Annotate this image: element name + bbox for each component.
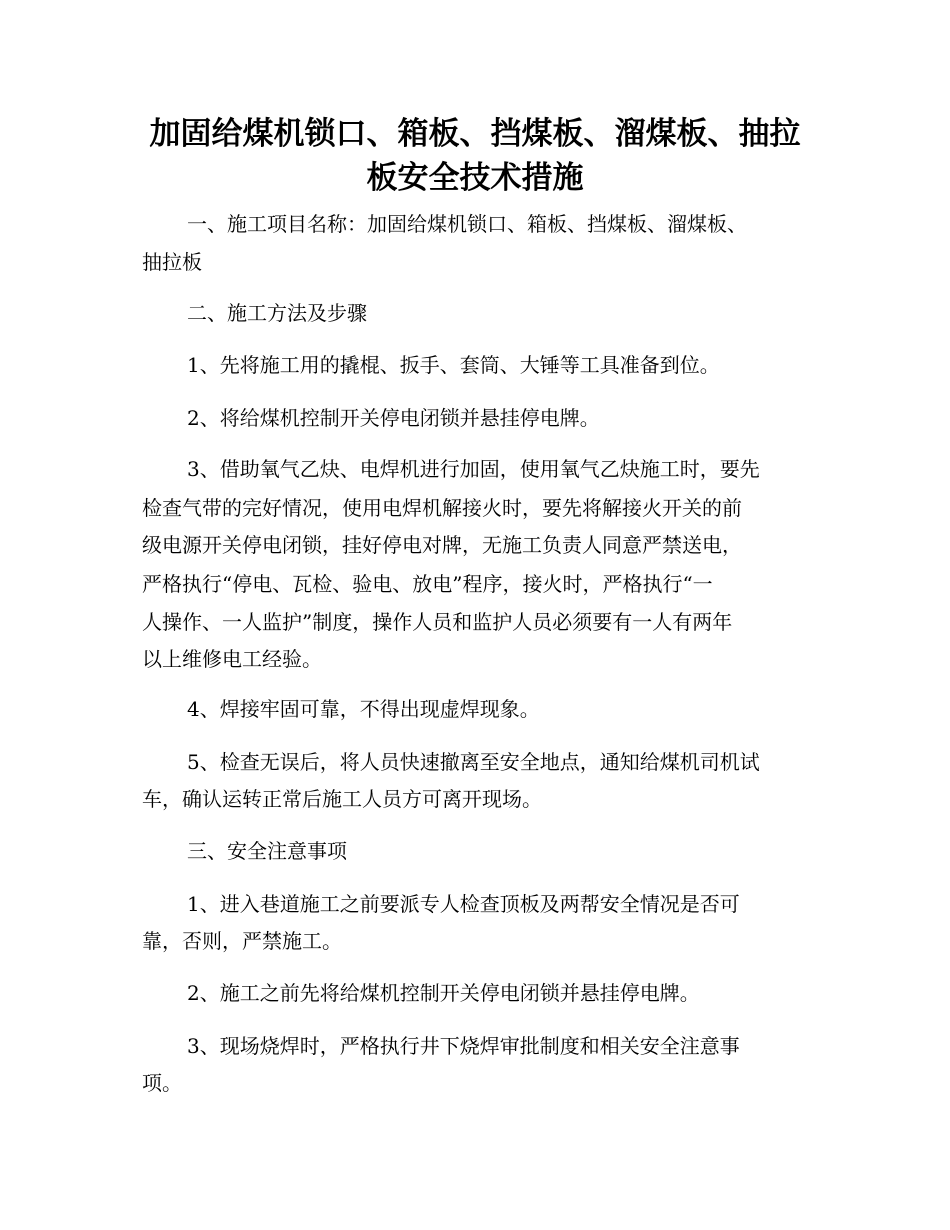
section-2-item-1: 1、先将施工用的撬棍、扳手、套筒、大锤等工具准备到位。: [187, 353, 720, 377]
section-2-item-4: 4、焊接牢固可靠，不得出现虚焊现象。: [187, 697, 540, 721]
section-2-heading: 二、施工方法及步骤: [187, 301, 367, 325]
section-2-item-3-line-5: 人操作、一人监护”制度，操作人员和监护人员必须要有一人有两年: [142, 610, 733, 634]
section-2-item-3-line-1: 3、借助氧气乙炔、电焊机进行加固，使用氧气乙炔施工时，要先: [187, 457, 760, 481]
section-2-item-3-line-2: 检查气带的完好情况，使用电焊机解接火时，要先将解接火开关的前: [142, 496, 742, 520]
section-3-item-1-line-1: 1、进入巷道施工之前要派专人检查顶板及两帮安全情况是否可: [187, 892, 740, 916]
section-3-heading: 三、安全注意事项: [187, 839, 347, 863]
section-3-item-3-line-2: 项。: [142, 1071, 182, 1095]
section-2-item-3-line-4: 严格执行“停电、瓦检、验电、放电”程序，接火时，严格执行“一: [142, 572, 713, 596]
section-2-item-5-line-1: 5、检查无误后，将人员快速撤离至安全地点，通知给煤机司机试: [187, 750, 760, 774]
section-2-item-5-line-2: 车，确认运转正常后施工人员方可离开现场。: [142, 787, 542, 811]
section-2-item-3-line-3: 级电源开关停电闭锁，挂好停电对牌，无施工负责人同意严禁送电，: [142, 533, 742, 557]
section-1-line-1: 一、施工项目名称：加固给煤机锁口、箱板、挡煤板、溜煤板、: [187, 212, 747, 236]
section-2-item-2: 2、将给煤机控制开关停电闭锁并悬挂停电牌。: [187, 406, 600, 430]
section-3-item-1-line-2: 靠，否则，严禁施工。: [142, 929, 342, 953]
document-title-line-1: 加固给煤机锁口、箱板、挡煤板、溜煤板、抽拉: [149, 116, 801, 152]
document-title-line-2: 板安全技术措施: [366, 160, 584, 196]
section-1-line-2: 抽拉板: [142, 250, 202, 274]
section-3-item-2: 2、施工之前先将给煤机控制开关停电闭锁并悬挂停电牌。: [187, 981, 700, 1005]
section-2-item-3-line-6: 以上维修电工经验。: [142, 647, 322, 671]
section-3-item-3-line-1: 3、现场烧焊时，严格执行井下烧焊审批制度和相关安全注意事: [187, 1034, 740, 1058]
